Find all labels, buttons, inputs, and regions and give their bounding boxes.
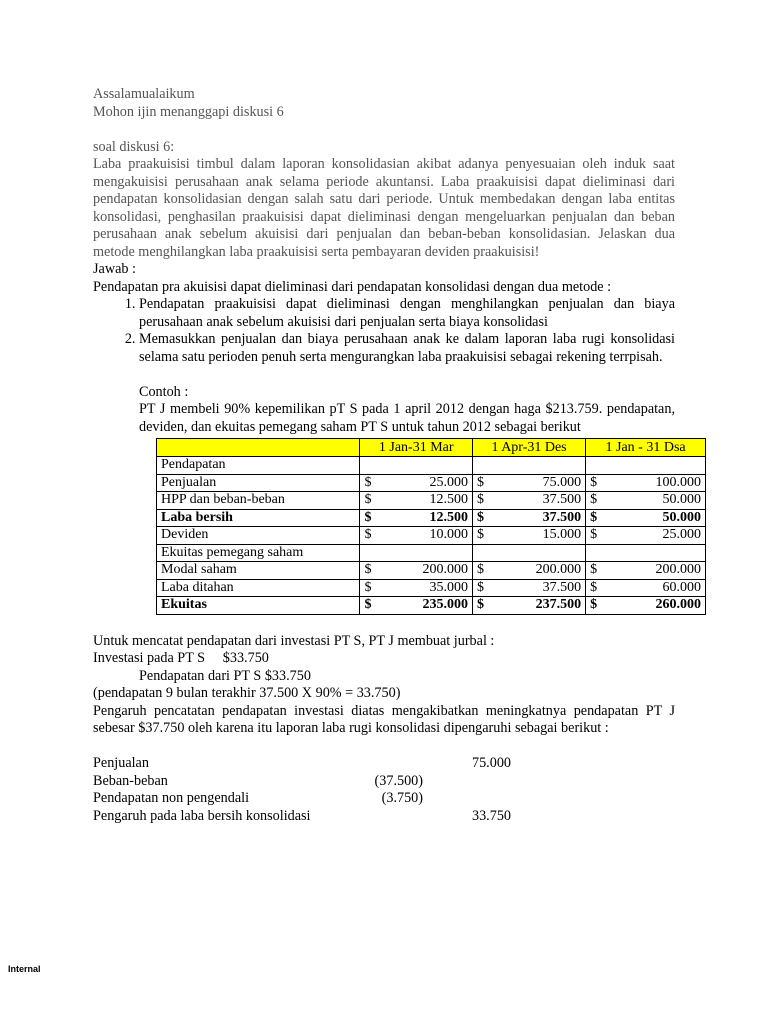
value-cell: [472, 474, 585, 492]
cell-value: 200.000: [422, 562, 468, 577]
currency-symbol: $: [590, 492, 598, 507]
greeting: Assalamualaikum: [93, 86, 195, 102]
effect-amount: [423, 790, 511, 808]
journal-debit: Investasi pada PT S $33.750: [93, 650, 269, 666]
question-label: soal diskusi 6:: [93, 138, 175, 155]
value-cell: [472, 579, 585, 597]
effect-amount: [343, 808, 423, 826]
value-cell: [360, 492, 473, 510]
document-body: [93, 86, 701, 825]
value-cell: [360, 527, 473, 545]
row-label: Penjualan: [157, 474, 360, 492]
currency-symbol: $: [590, 474, 598, 490]
table-header-cell: [157, 439, 360, 457]
value-cell: [360, 544, 473, 562]
journal-note: (pendapatan 9 bulan terakhir 37.500 X 90% = 33.750): [93, 685, 401, 701]
currency-symbol: $: [476, 562, 484, 577]
effect-row: [93, 790, 675, 808]
effect-label: Penjualan: [93, 755, 149, 771]
cell-value: 25.000: [429, 474, 468, 490]
currency-symbol: $: [364, 562, 372, 577]
value-cell: [586, 492, 706, 510]
example-label: Contoh :: [139, 383, 189, 400]
table-row: [157, 492, 706, 510]
value-cell: [472, 457, 585, 475]
intro-line: Mohon ijin menanggapi diskusi 6: [93, 103, 284, 120]
currency-symbol: $: [476, 509, 484, 525]
row-label: Ekuitas: [157, 597, 360, 615]
answer-intro: Pendapatan pra akuisisi dapat dieliminasi dari pendapatan konsolidasi dengan dua metode :: [93, 278, 612, 295]
row-label: HPP dan beban-beban: [157, 492, 360, 510]
journal-intro: Untuk mencatat pendapatan dari investasi PT S, PT J membuat jurbal :: [93, 632, 495, 649]
value-cell: [586, 527, 706, 545]
cell-value: 12.500: [429, 492, 468, 507]
table-header-cell: 1 Jan - 31 Dsa: [586, 439, 706, 457]
value-cell: [472, 527, 585, 545]
effect-amount: [343, 755, 423, 773]
cell-value: 200.000: [655, 562, 701, 577]
cell-value: 37.500: [542, 579, 582, 595]
example-text: PT J membeli 90% kepemilikan pT S pada 1 april 2012 dengan haga $213.759. pendapatan, deviden, dan ekuitas pemegang saham PT S untuk tahun 2012 sebagai berikut: [139, 401, 675, 435]
cell-value: 10.000: [429, 527, 468, 542]
effect-text: Pengaruh pencatatan pendapatan investasi diatas mengakibatkan meningkatnya pendapatan PT J sebesar $37.750 oleh karena itu laporan laba rugi konsolidasi dipengaruhi sebagai berikut :: [93, 702, 675, 736]
value-cell: [586, 474, 706, 492]
row-label: Ekuitas pemegang saham: [157, 544, 360, 562]
currency-symbol: $: [590, 579, 598, 595]
row-label: Pendapatan: [157, 457, 360, 475]
cell-value: 200.000: [535, 562, 582, 577]
row-label: Laba bersih: [157, 509, 360, 527]
currency-symbol: $: [476, 527, 484, 542]
table-row: [157, 474, 706, 492]
value-cell: [360, 457, 473, 475]
cell-value: 15.000: [542, 527, 582, 542]
effect-amount: (3.750): [381, 790, 423, 806]
value-cell: [586, 579, 706, 597]
cell-value: 260.000: [655, 597, 701, 612]
table-header-row: [157, 439, 706, 457]
table-row: [157, 509, 706, 527]
row-label: Modal saham: [157, 562, 360, 580]
cell-value: 37.500: [542, 492, 582, 507]
cell-value: 12.500: [429, 509, 468, 525]
value-cell: [472, 597, 585, 615]
effect-amount: 75.000: [471, 755, 511, 771]
cell-value: 100.000: [655, 474, 701, 490]
table-row: [157, 527, 706, 545]
cell-value: 60.000: [662, 579, 701, 595]
effect-amount: (37.500): [374, 772, 423, 789]
table-row: [157, 597, 706, 615]
table-header-cell: 1 Apr-31 Des: [472, 439, 585, 457]
effect-label: Beban-beban: [93, 772, 168, 789]
effect-row: [93, 773, 675, 791]
value-cell: [586, 509, 706, 527]
value-cell: [360, 474, 473, 492]
cell-value: 35.000: [429, 579, 468, 595]
cell-value: 237.500: [535, 597, 582, 612]
footer-label: Internal: [8, 964, 41, 974]
table-header-cell: 1 Jan-31 Mar: [360, 439, 473, 457]
currency-symbol: $: [364, 597, 372, 612]
cell-value: 25.000: [662, 527, 701, 542]
currency-symbol: $: [590, 562, 598, 577]
method-item: 1. Pendapatan praakuisisi dapat dieliminasi dengan menghilangkan penjualan dan biaya perusahaan anak sebelum akuisisi dari penjualan serta biaya konsolidasi: [139, 296, 675, 331]
cell-value: 50.000: [662, 492, 701, 507]
value-cell: [586, 562, 706, 580]
value-cell: [472, 492, 585, 510]
cell-value: 37.500: [542, 509, 582, 525]
currency-symbol: $: [364, 527, 372, 542]
method-item: 2. Memasukkan penjualan dan biaya perusahaan anak ke dalam laporan laba rugi konsolidasi selama satu perioden penuh serta mengurangkan laba praakuisisi sebagai rekening terrpisah.: [139, 331, 675, 366]
currency-symbol: $: [364, 474, 372, 490]
value-cell: [472, 544, 585, 562]
cell-value: 235.000: [422, 597, 468, 612]
row-label: Laba ditahan: [157, 579, 360, 597]
currency-symbol: $: [590, 597, 598, 612]
effect-row: [93, 755, 675, 773]
effect-row: [93, 808, 675, 826]
journal-credit: Pendapatan dari PT S $33.750: [139, 667, 311, 684]
value-cell: [360, 579, 473, 597]
table-row: [157, 579, 706, 597]
value-cell: [360, 597, 473, 615]
question-text: Laba praakuisisi timbul dalam laporan konsolidasian akibat adanya penyesuaian oleh induk saat mengakuisisi perusahaan anak selama periode akuntansi. Laba praakuisisi dapat dieliminasi dari pendapatan konsolidasian dengan salah satu dari periode. Untuk membedakan dengan laba entitas konsolidasi, penghasilan praakuisisi dapat dieliminasi dengan mengeluarkan penjualan dan beban perusahaan anak sebelum akuisisi dari penjualan dan beban-beban konsolidasian. Jelaskan dua metode menghilangkan laba praakuisisi serta pembayaran deviden praakuisisi!: [93, 156, 675, 260]
value-cell: [586, 597, 706, 615]
table-row: [157, 562, 706, 580]
value-cell: [360, 562, 473, 580]
effect-label: Pendapatan non pengendali: [93, 790, 250, 806]
currency-symbol: $: [590, 509, 598, 525]
currency-symbol: $: [364, 492, 372, 507]
currency-symbol: $: [364, 579, 372, 595]
effects-list: [93, 755, 675, 825]
currency-symbol: $: [476, 474, 484, 490]
row-label: Deviden: [157, 527, 360, 545]
effect-label: Pengaruh pada laba bersih konsolidasi: [93, 807, 311, 824]
currency-symbol: $: [476, 579, 484, 595]
value-cell: [586, 457, 706, 475]
currency-symbol: $: [476, 597, 484, 612]
effect-amount: [423, 773, 511, 791]
value-cell: [360, 509, 473, 527]
cell-value: 50.000: [662, 509, 701, 525]
currency-symbol: $: [364, 509, 372, 525]
cell-value: 75.000: [542, 474, 582, 490]
currency-symbol: $: [590, 527, 598, 542]
methods-list: [93, 296, 675, 366]
financial-table: [156, 438, 706, 615]
currency-symbol: $: [476, 492, 484, 507]
answer-label: Jawab :: [93, 261, 136, 277]
value-cell: [586, 544, 706, 562]
table-row: [157, 544, 706, 562]
value-cell: [472, 562, 585, 580]
value-cell: [472, 509, 585, 527]
effect-amount: 33.750: [471, 807, 511, 824]
table-row: [157, 457, 706, 475]
